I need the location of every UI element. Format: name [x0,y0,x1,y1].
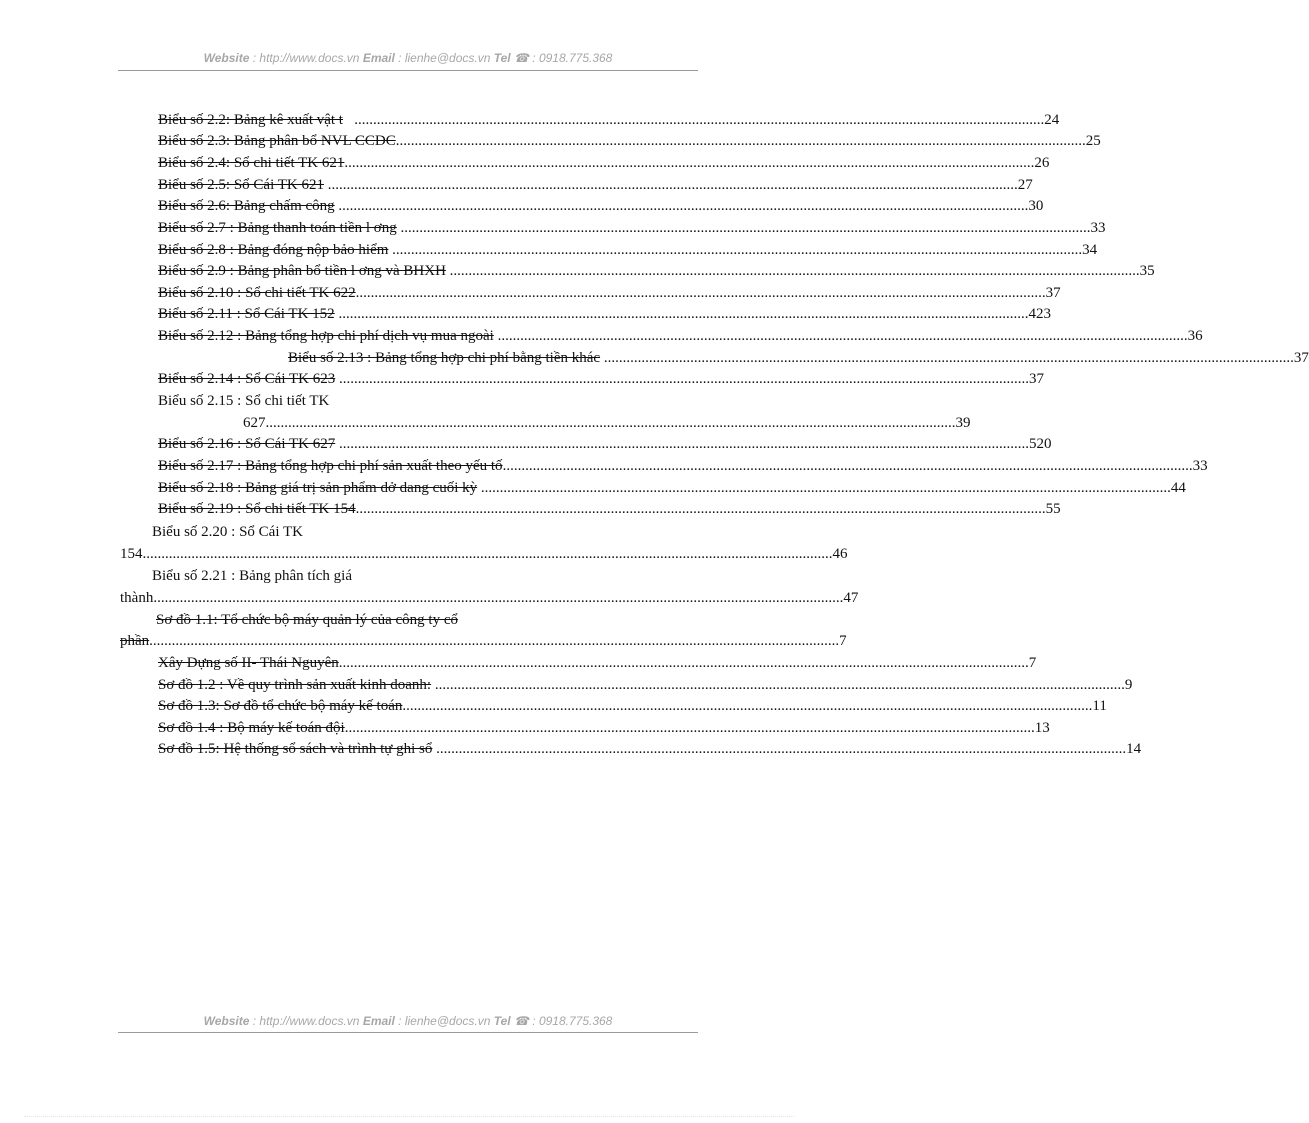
toc-page: 24 [1044,112,1060,128]
toc-entry[interactable] [158,739,1142,759]
toc-entry-line2[interactable] [120,544,848,564]
toc-entry[interactable] [158,261,1155,281]
toc-label: Biểu số 2.15 : Sổ chi tiết TK [158,393,330,409]
header-divider [118,70,698,71]
toc-entry[interactable] [158,653,1037,673]
page-edge-dotted-line [24,1116,794,1117]
toc-label: Biểu số 2.14 : Sổ Cái TK 623 [158,371,336,387]
toc-label: Sơ đồ 1.1: Tổ chức bộ máy quản lý của công ty cổ [156,612,458,628]
toc-entry[interactable] [158,218,1106,238]
toc-entry[interactable] [288,348,1309,368]
toc-leader: ........................................................................................................................................................................................ [335,371,1029,387]
footer-divider [118,1032,698,1033]
toc-page: 35 [1139,263,1155,279]
toc-page: 34 [1082,242,1098,258]
header-website-value[interactable]: : http://www.docs.vn [249,51,363,65]
toc-page: 13 [1034,720,1050,736]
toc-label: Biểu số 2.18 : Bảng giá trị sản phẩm dở dang cuối kỳ [158,480,478,496]
toc-entry[interactable] [158,456,1208,476]
toc-label: Xây Dựng số II- Thái Nguyên [158,655,339,671]
toc-label: Biểu số 2.17 : Bảng tổng hợp chi phí sản xuất theo yếu tố [158,458,503,474]
toc-page: 27 [1017,177,1033,193]
toc-leader: ........................................................................................................................................................................................ [323,177,1018,193]
toc-leader: ........................................................................................................................................................................................ [477,480,1171,496]
toc-leader: ........................................................................................................................................................................................ [402,698,1093,714]
toc-leader: ........................................................................................................................................................................................ [493,328,1188,344]
toc-page: 47 [843,590,859,606]
toc-label-continued: 154 [120,546,143,562]
toc-leader: ........................................................................................................................................................................................ [344,155,1035,171]
toc-label: Sơ đồ 1.3: Sơ đồ tổ chức bộ máy kế toán [158,698,403,714]
toc-entry[interactable] [158,499,1061,519]
toc-label: Biểu số 2.8 : Bảng đóng nộp bảo hiểm [158,242,389,258]
toc-page: 9 [1124,677,1133,693]
footer-website-label: Website [203,1014,250,1028]
toc-leader: ........................................................................................................................................................................................ [342,112,1045,128]
toc-page: 25 [1085,133,1101,149]
toc-label: Biểu số 2.9 : Bảng phân bổ tiền l ơng và BHXH [158,263,446,279]
toc-page: 7 [839,633,847,649]
toc-label-continued: phần [120,633,150,649]
toc-label: Sơ đồ 1.5: Hệ thống sổ sách và trình tự ghi sổ [158,741,433,757]
toc-leader: ........................................................................................................................................................................................ [600,350,1294,366]
toc-leader: ........................................................................................................................................................................................ [335,436,1029,452]
toc-leader: ........................................................................................................................................................................................ [153,590,844,606]
toc-entry[interactable] [158,718,1050,738]
toc-page: 44 [1170,480,1186,496]
toc-entry[interactable] [158,196,1044,216]
toc-leader: ........................................................................................................................................................................................ [338,655,1029,671]
toc-label-continued: 627 [243,415,266,431]
toc-leader: ........................................................................................................................................................................................ [142,546,833,562]
toc-label: Biểu số 2.12 : Bảng tổng hợp chi phí dịch vụ mua ngoài [158,328,494,344]
toc-leader: ........................................................................................................................................................................................ [395,133,1086,149]
phone-icon: ☎ [513,1014,529,1028]
page-footer [118,1014,698,1028]
toc-leader: ........................................................................................................................................................................................ [502,458,1193,474]
toc-entry[interactable] [158,153,1050,173]
toc-leader: ........................................................................................................................................................................................ [355,501,1046,517]
footer-tel-label: Tel [493,1014,511,1028]
toc-label: Biểu số 2.19 : Sổ chi tiết TK 154 [158,501,356,517]
toc-entry[interactable] [158,369,1044,389]
toc-label-continued: thành [120,590,154,606]
toc-leader: ........................................................................................................................................................................................ [445,263,1140,279]
toc-label: Biểu số 2.2: Bảng kê xuất vật t [158,112,343,128]
toc-leader: ........................................................................................................................................................................................ [334,198,1029,214]
toc-page: 7 [1028,655,1037,671]
toc-label: Sơ đồ 1.4 : Bộ máy kế toán đội [158,720,345,736]
toc-page: 55 [1045,501,1061,517]
toc-leader: ........................................................................................................................................................................................ [388,242,1083,258]
toc-leader: ........................................................................................................................................................................................ [265,415,956,431]
toc-entry[interactable] [158,175,1033,195]
toc-label: Biểu số 2.6: Bảng chấm công [158,198,335,214]
toc-entry-line1[interactable] [152,566,700,586]
toc-page: 30 [1028,198,1044,214]
toc-entry[interactable] [158,240,1098,260]
toc-label: Biểu số 2.7 : Bảng thanh toán tiền l ơng [158,220,397,236]
toc-label: Sơ đồ 1.2 : Về quy trình sản xuất kinh doanh: [158,677,432,693]
toc-entry[interactable] [158,110,1060,130]
toc-leader: ........................................................................................................................................................................................ [396,220,1091,236]
toc-leader: ........................................................................................................................................................................................ [355,285,1046,301]
toc-entry[interactable] [158,326,1203,346]
toc-page: 14 [1126,741,1142,757]
toc-label: Biểu số 2.10 : Sổ chi tiết TK 622 [158,285,356,301]
toc-entry-line1[interactable] [156,610,704,630]
toc-label: Biểu số 2.16 : Sổ Cái TK 627 [158,436,336,452]
footer-email-label: Email [362,1014,395,1028]
footer-email-value[interactable]: : lienhe@docs.vn [394,1014,494,1028]
header-email-label: Email [362,51,395,65]
toc-page: 33 [1090,220,1106,236]
toc-label: Biểu số 2.13 : Bảng tổng hợp chi phí bằng tiền khác [288,350,601,366]
toc-entry[interactable] [158,131,1101,151]
toc-page: 36 [1187,328,1203,344]
toc-page: 423 [1028,306,1051,322]
toc-leader: ........................................................................................................................................................................................ [431,677,1125,693]
footer-tel-value: : 0918.775.368 [528,1014,613,1028]
header-tel-label: Tel [493,51,511,65]
toc-page: 37 [1028,371,1044,387]
toc-page: 46 [832,546,848,562]
toc-label: Biểu số 2.21 : Bảng phân tích giá [152,568,352,584]
toc-leader: ........................................................................................................................................................................................ [149,633,840,649]
toc-entry[interactable] [158,434,1052,454]
toc-label: Biểu số 2.20 : Sổ Cái TK [152,524,303,540]
toc-entry[interactable] [158,304,1051,324]
toc-page: 37 [1045,285,1061,301]
header-email-value[interactable]: : lienhe@docs.vn [394,51,494,65]
toc-label: Biểu số 2.4: Sổ chi tiết TK 621 [158,155,345,171]
toc-leader: ........................................................................................................................................................................................ [432,741,1127,757]
page-header [118,51,698,65]
phone-icon: ☎ [513,51,529,65]
footer-website-value[interactable]: : http://www.docs.vn [249,1014,363,1028]
toc-entry-line2[interactable] [243,413,971,433]
toc-page: 520 [1028,436,1052,452]
toc-label: Biểu số 2.11 : Sổ Cái TK 152 [158,306,335,322]
toc-page: 11 [1092,698,1107,714]
toc-entry[interactable] [158,675,1133,695]
toc-page: 39 [955,415,971,431]
header-tel-value: : 0918.775.368 [528,51,613,65]
toc-page: 37 [1293,350,1309,366]
toc-leader: ........................................................................................................................................................................................ [344,720,1035,736]
toc-entry-line1[interactable] [158,391,706,411]
toc-entry-line2[interactable] [120,631,847,651]
toc-page: 33 [1192,458,1208,474]
toc-entry[interactable] [158,478,1186,498]
toc-leader: ........................................................................................................................................................................................ [334,306,1029,322]
toc-label: Biểu số 2.5: Sổ Cái TK 621 [158,177,324,193]
toc-label: Biểu số 2.3: Bảng phân bổ NVL CCDC [158,133,396,149]
header-website-label: Website [203,51,250,65]
toc-page: 26 [1034,155,1050,171]
toc-entry[interactable] [158,696,1107,716]
toc-entry[interactable] [158,283,1061,303]
toc-entry-line2[interactable] [120,588,859,608]
toc-entry-line1[interactable] [152,522,700,542]
